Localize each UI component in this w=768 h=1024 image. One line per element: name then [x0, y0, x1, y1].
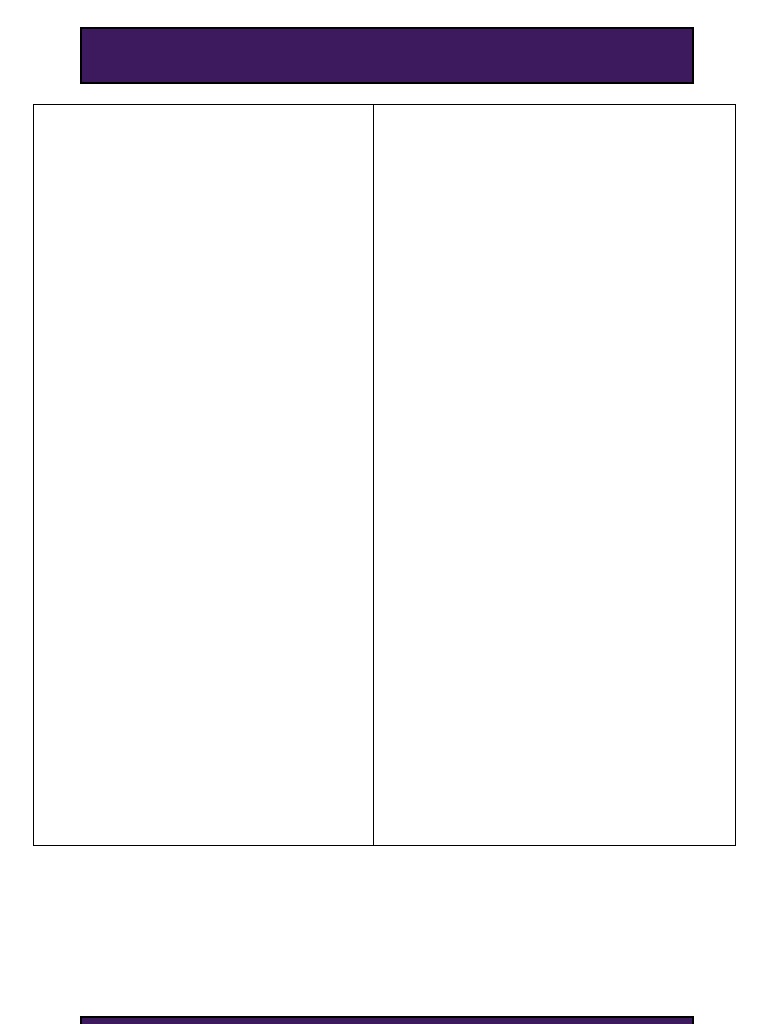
title-banner [80, 27, 694, 84]
left-column [34, 105, 374, 845]
right-column [374, 105, 736, 845]
content-table [33, 104, 736, 846]
next-page-banner-edge [80, 1016, 694, 1024]
